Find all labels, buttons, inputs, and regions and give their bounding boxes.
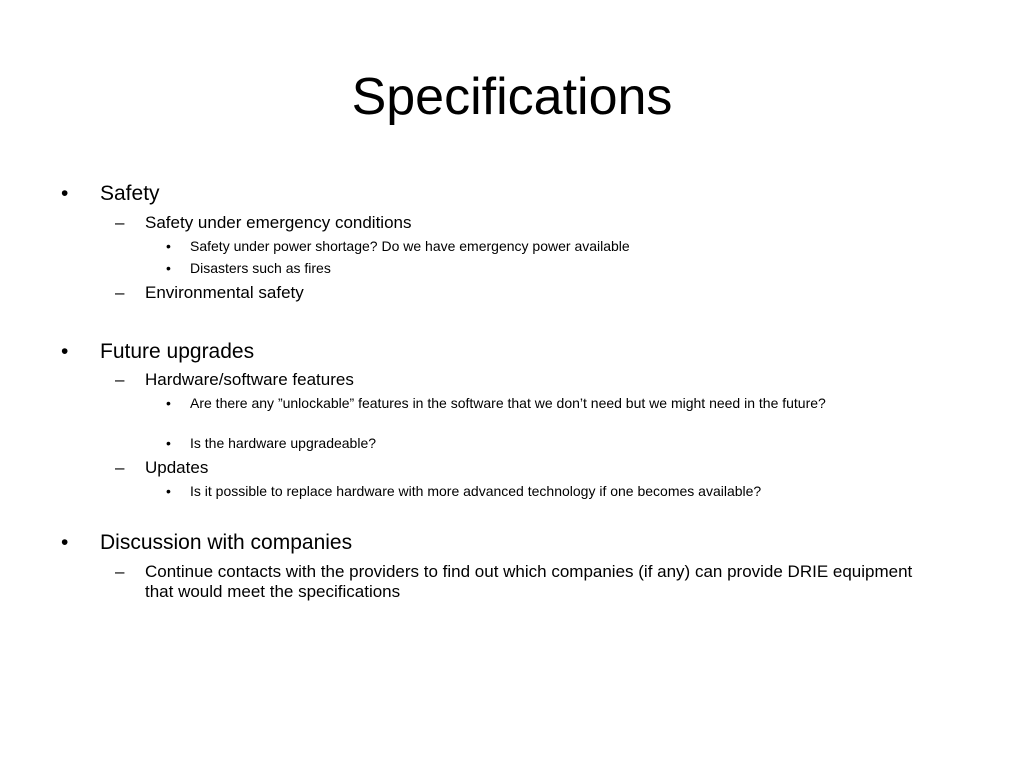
dash-marker: – [115, 213, 125, 232]
bullet-text: Updates [145, 458, 209, 477]
dash-marker: – [115, 370, 125, 389]
bullet-marker: • [61, 531, 69, 554]
bullet-text: Is it possible to replace hardware with more advanced technology if one becomes available? [190, 483, 762, 499]
dash-marker: – [115, 562, 125, 581]
dash-marker: – [115, 283, 125, 302]
bullet-text: Safety under emergency conditions [145, 213, 412, 232]
dash-marker: – [115, 458, 125, 477]
bullet-marker: • [61, 340, 69, 363]
slide-title: Specifications [351, 68, 673, 126]
bullet-text: Discussion with companies [100, 531, 353, 554]
bullet-text: Is the hardware upgradeable? [190, 435, 377, 451]
bullet-text: Continue contacts with the providers to find out which companies (if any) can provide DRIE equipment that would meet the specifications [145, 562, 913, 601]
bullet-marker: • [166, 435, 171, 451]
bullet-marker: • [61, 182, 69, 205]
bullet-text: Future upgrades [100, 340, 255, 363]
bullet-marker: • [166, 395, 171, 411]
bullet-marker: • [166, 238, 171, 254]
bullet-text: Safety under power shortage? Do we have emergency power available [190, 238, 630, 254]
bullet-marker: • [166, 483, 171, 499]
bullet-text: Safety [100, 182, 160, 205]
bullet-text: Are there any ”unlockable” features in the software that we don’t need but we might need in the future? [190, 395, 826, 411]
bullet-marker: • [166, 260, 171, 276]
bullet-text: Disasters such as fires [190, 260, 331, 276]
bullet-text: Environmental safety [145, 283, 304, 302]
bullet-text: Hardware/software features [145, 370, 354, 389]
